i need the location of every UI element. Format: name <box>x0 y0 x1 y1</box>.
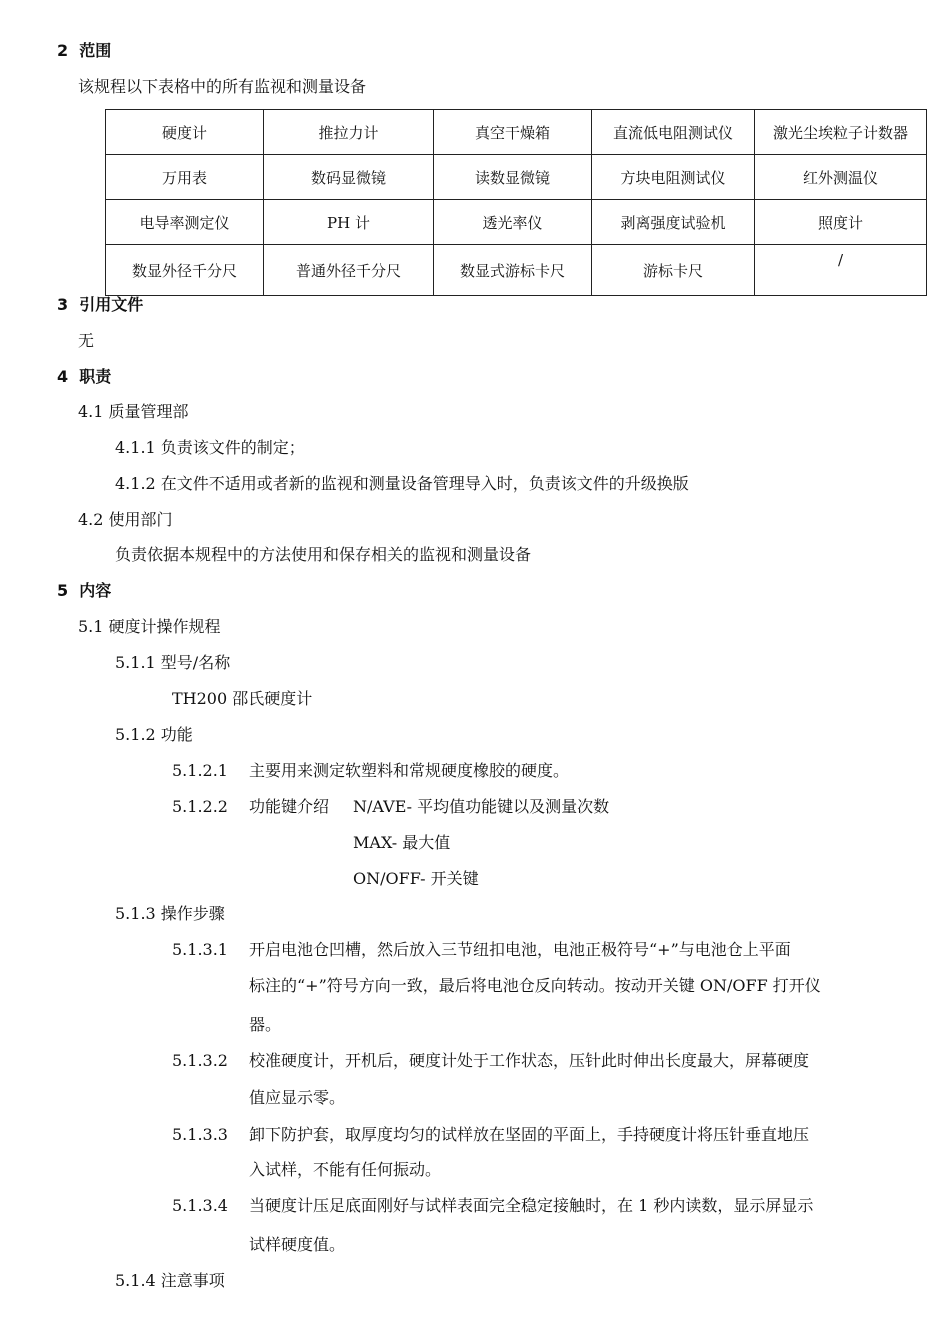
section-2-number: 2 <box>57 41 69 60</box>
subsection-5-1-2: 5.1.2 功能 <box>115 725 193 744</box>
section-4-heading <box>57 366 111 388</box>
table-cell: 硬度计 <box>106 110 264 155</box>
table-cell: 方块电阻测试仪 <box>592 155 755 200</box>
item-5-1-2-2-text: 功能键介绍 <box>249 797 330 816</box>
subsection-4-1: 4.1 质量管理部 <box>78 402 189 421</box>
step-5-1-3-3-number: 5.1.3.3 <box>172 1125 228 1144</box>
table-cell: 照度计 <box>755 200 927 245</box>
table-row <box>106 155 927 200</box>
table-cell: 红外测温仪 <box>755 155 927 200</box>
item-4-1-2: 4.1.2 在文件不适用或者新的监视和测量设备管理导入时，负责该文件的升级换版 <box>115 474 689 493</box>
table-cell: 透光率仪 <box>434 200 592 245</box>
section-2-title: 范围 <box>79 41 112 60</box>
subsection-5-1-3: 5.1.3 操作步骤 <box>115 904 225 923</box>
section-3-number: 3 <box>57 295 69 314</box>
subsection-5-1: 5.1 硬度计操作规程 <box>78 617 221 636</box>
step-5-1-3-3-line: 入试样，不能有任何振动。 <box>249 1160 442 1179</box>
section-3-body: 无 <box>78 331 95 350</box>
subsection-5-1-4: 5.1.4 注意事项 <box>115 1271 225 1290</box>
item-5-1-2-1-text: 主要用来测定软塑料和常规硬度橡胶的硬度。 <box>249 761 570 780</box>
key-n-ave: N/AVE- 平均值功能键以及测量次数 <box>353 797 610 816</box>
table-cell: 电导率测定仪 <box>106 200 264 245</box>
table-cell: 真空干燥箱 <box>434 110 592 155</box>
table-cell: 剥离强度试验机 <box>592 200 755 245</box>
table-cell: PH 计 <box>264 200 434 245</box>
section-3-heading <box>57 294 143 316</box>
section-2-intro: 该规程以下表格中的所有监视和测量设备 <box>78 77 367 96</box>
step-5-1-3-2-line: 校准硬度计，开机后，硬度计处于工作状态，压针此时伸出长度最大，屏幕硬度 <box>249 1051 810 1070</box>
table-cell: 直流低电阻测试仪 <box>592 110 755 155</box>
table-cell: 游标卡尺 <box>592 245 755 296</box>
table-row <box>106 245 927 296</box>
step-5-1-3-1-number: 5.1.3.1 <box>172 940 228 959</box>
table-row <box>106 200 927 245</box>
subsection-5-1-1: 5.1.1 型号/名称 <box>115 653 231 672</box>
table-cell: 数显式游标卡尺 <box>434 245 592 296</box>
step-5-1-3-1-line: 标注的“+”符号方向一致，最后将电池仓反向转动。按动开关键 ON/OFF 打开仪 <box>249 976 821 995</box>
table-cell: 数显外径千分尺 <box>106 245 264 296</box>
step-5-1-3-4-line: 试样硬度值。 <box>249 1235 346 1254</box>
table-cell: 普通外径千分尺 <box>264 245 434 296</box>
key-max: MAX- 最大值 <box>353 833 451 852</box>
step-5-1-3-2-number: 5.1.3.2 <box>172 1051 228 1070</box>
step-5-1-3-4-line: 当硬度计压足底面刚好与试样表面完全稳定接触时，在 1 秒内读数，显示屏显示 <box>249 1196 814 1215</box>
model-name: TH200 邵氏硬度计 <box>172 689 313 708</box>
step-5-1-3-4-number: 5.1.3.4 <box>172 1196 228 1215</box>
step-5-1-3-2-line: 值应显示零。 <box>249 1088 346 1107</box>
table-cell: 数码显微镜 <box>264 155 434 200</box>
section-5-title: 内容 <box>79 581 112 600</box>
table-cell: 万用表 <box>106 155 264 200</box>
table-cell: / <box>755 245 927 296</box>
section-3-title: 引用文件 <box>79 295 144 314</box>
step-5-1-3-3-line: 卸下防护套，取厚度均匀的试样放在坚固的平面上，手持硬度计将压针垂直地压 <box>249 1125 810 1144</box>
table-cell: 推拉力计 <box>264 110 434 155</box>
key-on-off: ON/OFF- 开关键 <box>353 869 479 888</box>
subsection-4-2: 4.2 使用部门 <box>78 510 173 529</box>
table-cell: 激光尘埃粒子计数器 <box>755 110 927 155</box>
step-5-1-3-1-line: 开启电池仓凹槽，然后放入三节纽扣电池，电池正极符号“+”与电池仓上平面 <box>249 940 791 959</box>
table-row <box>106 110 927 155</box>
item-4-1-1: 4.1.1 负责该文件的制定； <box>115 438 305 457</box>
step-5-1-3-1-line: 器。 <box>249 1015 282 1034</box>
section-2-heading <box>57 40 111 62</box>
subsection-4-2-body: 负责依据本规程中的方法使用和保存相关的监视和测量设备 <box>115 545 532 564</box>
table-cell: 读数显微镜 <box>434 155 592 200</box>
equipment-table <box>105 109 927 296</box>
item-5-1-2-1-number: 5.1.2.1 <box>172 761 228 780</box>
section-4-title: 职责 <box>79 367 112 386</box>
section-5-number: 5 <box>57 581 69 600</box>
section-4-number: 4 <box>57 367 69 386</box>
section-5-heading <box>57 580 111 602</box>
item-5-1-2-2-number: 5.1.2.2 <box>172 797 228 816</box>
